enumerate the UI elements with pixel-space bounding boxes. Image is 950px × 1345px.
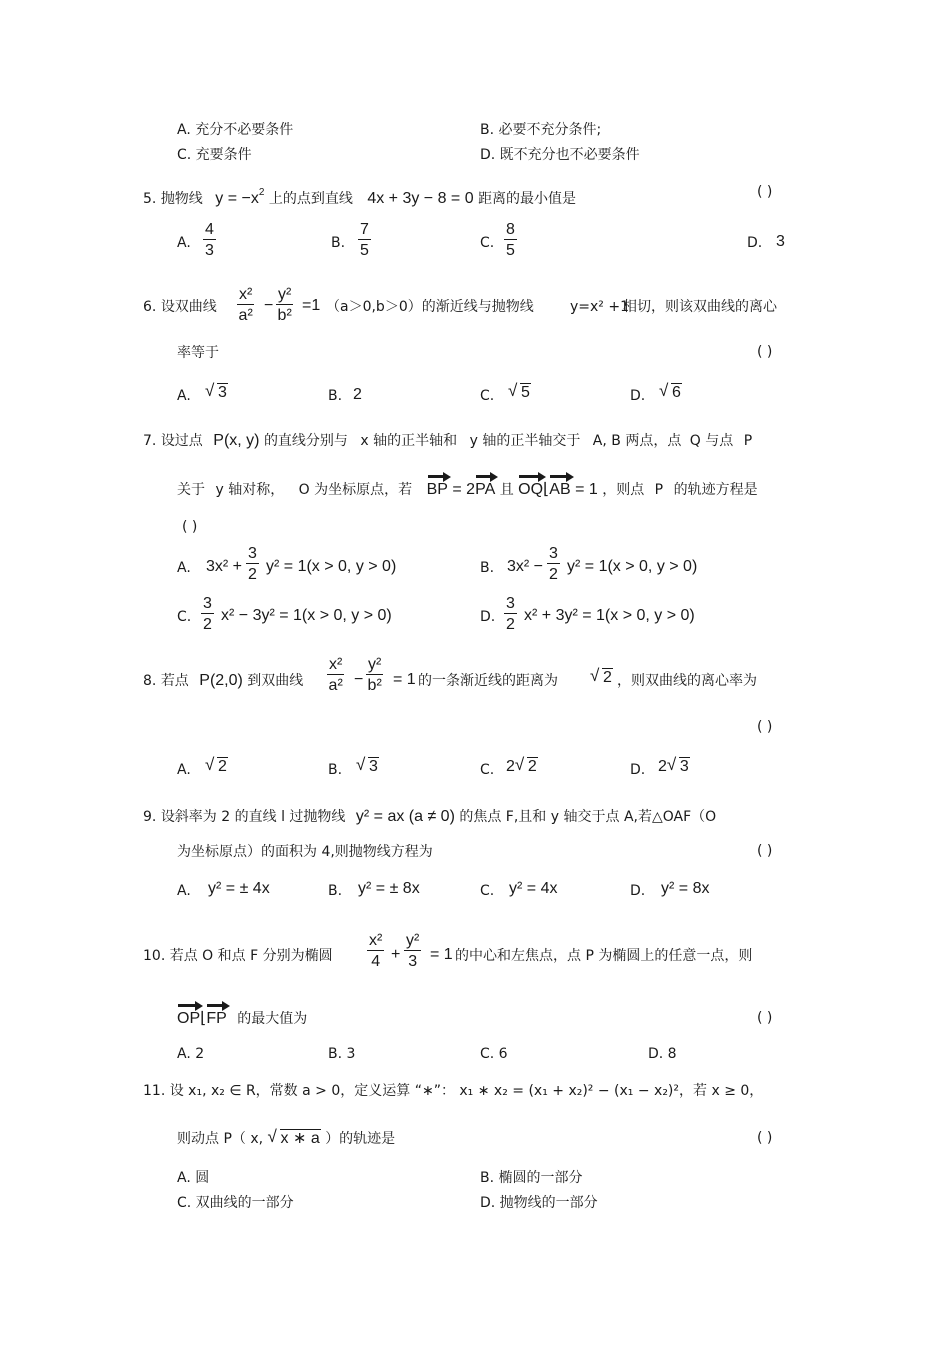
vector-op: OP xyxy=(177,1010,201,1027)
q4-option-a: A. 充分不必要条件 xyxy=(177,122,294,138)
q6-b-value: 2 xyxy=(353,386,362,403)
q8-minus: − xyxy=(354,671,364,688)
vector-oq: OQ xyxy=(518,481,544,498)
q6-text2: 相切，则该双曲线的离心 xyxy=(623,299,777,315)
q10-option-a: A. 2 xyxy=(177,1046,205,1062)
q6-a-value: √ 3 xyxy=(205,384,228,402)
q8-b-value: √ 3 xyxy=(356,758,379,776)
q4-option-b: B. 必要不充分条件; xyxy=(480,122,602,138)
q6-text3: 率等于 xyxy=(177,345,219,361)
q7-c-label: C. xyxy=(177,609,192,625)
q9-b-value: y² = ± 8x xyxy=(358,880,420,897)
q6-fraction-x: $\frac{\text{x²}}{\text{a²}}$ xyxy=(238,286,253,324)
q5-number: 5. xyxy=(143,191,157,207)
q6-condition: （a＞0,b＞0）的渐近线与抛物线 xyxy=(326,299,534,315)
q9-a-value: y² = ± 4x xyxy=(208,880,270,897)
q6-minus: − xyxy=(264,297,274,314)
q4-option-c: C. 充要条件 xyxy=(177,147,252,163)
q8-text3: 的一条渐近线的距离为 xyxy=(418,673,558,689)
q7-c-fraction: $\frac{3}{2}$ xyxy=(203,595,212,633)
q5-a-fraction: $\frac{4}{3}$ xyxy=(205,221,214,259)
q8-d-label: D. xyxy=(630,762,646,778)
q11-radicand: x ∗ a xyxy=(280,1130,320,1147)
q6-b-label: B. xyxy=(328,388,343,404)
q9-d-label: D. xyxy=(630,883,646,899)
q8-c-value: 2√ 2 xyxy=(506,758,538,776)
q8-eq-one: = 1 xyxy=(393,671,416,688)
q6-d-label: D. xyxy=(630,388,646,404)
q6-number-text: 6. 设双曲线 xyxy=(143,299,217,315)
q5-a-label: A. xyxy=(177,235,191,251)
q6-c-label: C. xyxy=(480,388,495,404)
q10-option-c: C. 6 xyxy=(480,1046,508,1062)
q7-a-fraction: $\frac{3}{2}$ xyxy=(248,545,257,583)
q5-c-label: C. xyxy=(480,235,495,251)
q7-b-fraction: $\frac{3}{2}$ xyxy=(549,545,558,583)
q8-distance: √ 2 xyxy=(590,669,613,687)
q5-text2: 上的点到直线 xyxy=(268,191,353,207)
q9-line1: 9. 设斜率为 2 的直线 l 过抛物线 y² = ax (a ≠ 0) 的焦点 F,且和 y 轴交于点 A,若△OAF（O xyxy=(143,808,717,825)
q7-d-label: D. xyxy=(480,609,496,625)
q11-option-d: D. 抛物线的一部分 xyxy=(480,1195,598,1211)
q4-option-d: D. 既不充分也不必要条件 xyxy=(480,147,640,163)
q7-a-pre: 3x² + xyxy=(206,558,243,575)
q8-fraction-x: $\frac{\text{x²}}{\text{a²}}$ xyxy=(328,656,343,694)
q7-d-post: x² + 3y² = 1(x > 0, y > 0) xyxy=(524,607,695,624)
q5-eq2: 4x + 3y − 8 = 0 xyxy=(367,190,474,207)
vector-bp: BP xyxy=(426,481,448,498)
q8-b-label: B. xyxy=(328,762,343,778)
q5-b-label: B. xyxy=(331,235,346,251)
q10-line2: OP⌊FP 的最大值为 xyxy=(177,1010,308,1027)
q7-b-label: B. xyxy=(480,560,495,576)
q5-eq1-sup: 2 xyxy=(258,187,265,198)
q5-d-label: D. xyxy=(747,235,763,251)
q7-a-label: A. xyxy=(177,560,191,576)
q8-stem-left: 8. 若点 P(2,0) 到双曲线 xyxy=(143,672,304,689)
q8-fraction-y: $\frac{\text{y²}}{\text{b²}}$ xyxy=(367,656,382,694)
q5-c-fraction: $\frac{8}{5}$ xyxy=(506,221,515,259)
q6-fraction-y: $\frac{\text{y²}}{\text{b²}}$ xyxy=(277,286,292,324)
vector-ab: AB xyxy=(549,481,571,498)
q5-eq1: y = −x xyxy=(215,190,259,207)
q8-text4: ，则双曲线的离心率为 xyxy=(617,673,757,689)
q8-a-value: √ 2 xyxy=(205,758,228,776)
q7-line1: 7. 设过点 P(x, y) 的直线分别与 x 轴的正半轴和 y 轴的正半轴交于 A, B 两点，点 Q 与点 P xyxy=(143,432,753,449)
q7-a-post: y² = 1(x > 0, y > 0) xyxy=(266,558,397,575)
q9-a-label: A. xyxy=(177,883,191,899)
q5-answer-paren: ( ) xyxy=(757,184,773,200)
q7-c-post: x² − 3y² = 1(x > 0, y > 0) xyxy=(221,607,392,624)
q6-a-label: A. xyxy=(177,388,191,404)
q8-d-value: 2√ 3 xyxy=(658,758,690,776)
q9-d-value: y² = 8x xyxy=(661,880,710,897)
q10-text2: 的中心和左焦点，点 P 为椭圆上的任意一点，则 xyxy=(455,948,753,964)
q9-b-label: B. xyxy=(328,883,343,899)
q9-answer-paren: ( ) xyxy=(757,843,773,859)
q6-d-value: √ 6 xyxy=(659,384,682,402)
q7-d-fraction: $\frac{3}{2}$ xyxy=(506,595,515,633)
q8-answer-paren: ( ) xyxy=(757,719,773,735)
q11-line1: 11. 设 x₁, x₂ ∈ R，常数 a > 0，定义运算 “∗”： x₁ ∗ x₂ = (x₁ + x₂)² − (x₁ − x₂)²，若 x ≥ 0， xyxy=(143,1083,764,1099)
q9-c-label: C. xyxy=(480,883,495,899)
q8-c-label: C. xyxy=(480,762,495,778)
q7-b-pre: 3x² − xyxy=(507,558,544,575)
q11-answer-paren: ( ) xyxy=(757,1130,773,1146)
q7-answer-paren: ( ) xyxy=(182,519,198,535)
q11-option-c: C. 双曲线的一部分 xyxy=(177,1195,294,1211)
q7-line2: 关于 y 轴对称， O 为坐标原点，若 BP = 2PA 且 OQ⌊AB = 1 ，则点 P 的轨迹方程是 xyxy=(177,481,758,498)
q5-text1: 抛物线 xyxy=(160,191,203,207)
q9-c-value: y² = 4x xyxy=(509,880,558,897)
q6-eq-one: =1 xyxy=(302,297,321,314)
q10-eq-one: = 1 xyxy=(430,946,453,963)
q10-fraction-x: $\frac{\text{x²}}{4}$ xyxy=(369,932,383,970)
q10-answer-paren: ( ) xyxy=(757,1010,773,1026)
q6-parabola: y=x² +1 xyxy=(570,299,630,315)
q10-option-b: B. 3 xyxy=(328,1046,356,1062)
q10-plus: + xyxy=(391,946,401,963)
q6-answer-paren: ( ) xyxy=(757,344,773,360)
vector-fp: FP xyxy=(206,1010,227,1027)
q11-option-a: A. 圆 xyxy=(177,1170,210,1186)
q5-b-fraction: $\frac{7}{5}$ xyxy=(360,221,369,259)
q5-d-value: 3 xyxy=(776,233,785,250)
q10-option-d: D. 8 xyxy=(648,1046,677,1062)
q6-c-value: √ 5 xyxy=(508,384,531,402)
q11-line2: 则动点 P（ x, √ x ∗ a ）的轨迹是 xyxy=(177,1130,395,1148)
q7-b-post: y² = 1(x > 0, y > 0) xyxy=(567,558,698,575)
q8-a-label: A. xyxy=(177,762,191,778)
q5-stem xyxy=(143,184,576,208)
q9-line2: 为坐标原点）的面积为 4,则抛物线方程为 xyxy=(177,844,433,860)
q10-stem-left: 10. 若点 O 和点 F 分别为椭圆 xyxy=(143,948,333,964)
q10-fraction-y: $\frac{\text{y²}}{3}$ xyxy=(406,932,420,970)
q5-text3: 距离的最小值是 xyxy=(478,191,577,207)
vector-pa: PA xyxy=(475,481,496,498)
q11-option-b: B. 椭圆的一部分 xyxy=(480,1170,583,1186)
